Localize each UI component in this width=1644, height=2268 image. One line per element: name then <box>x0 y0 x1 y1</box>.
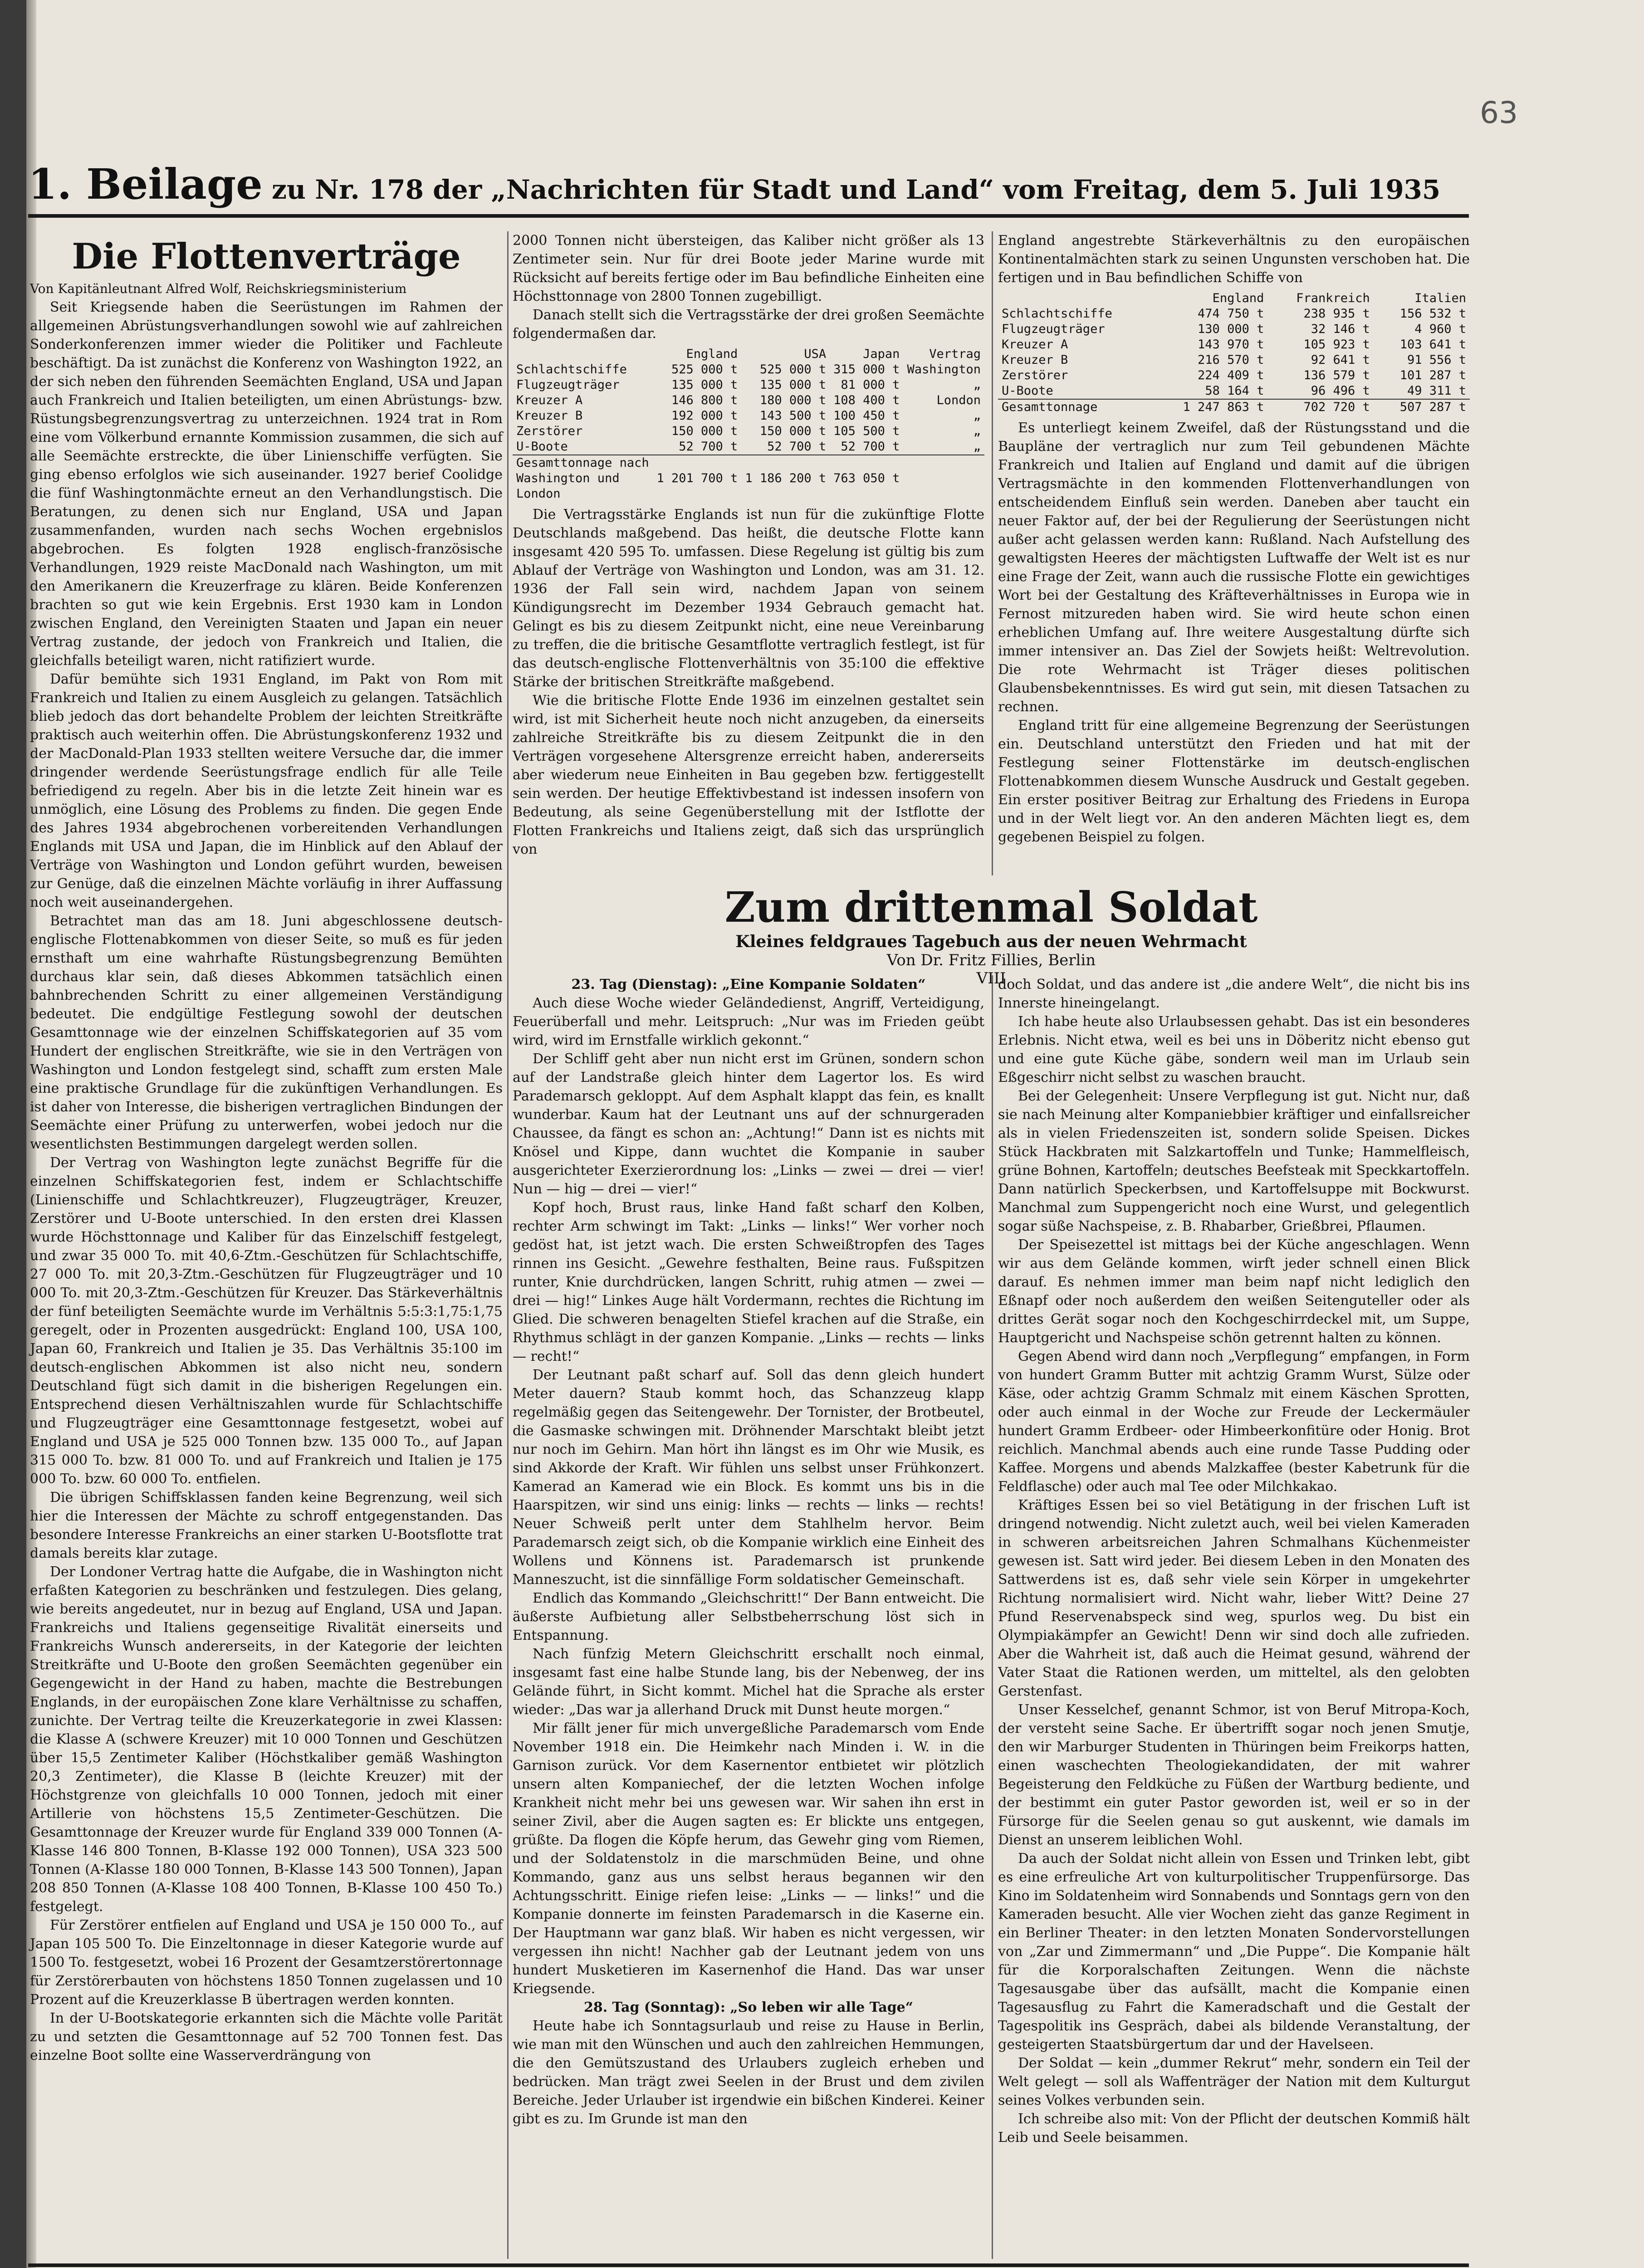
page-number: 63 <box>1480 95 1518 130</box>
table-header: England <box>1212 291 1264 305</box>
table-row <box>513 439 984 455</box>
paragraph: doch Soldat, und das andere ist „die andere Welt“, die nicht bis ins Innerste hineingelangt. <box>998 977 1470 1011</box>
table-cell: Flugzeugträger <box>516 378 620 392</box>
diary-entry-heading: 23. Tag (Dienstag): „Eine Kompanie Soldaten“ <box>571 977 926 992</box>
table-row <box>513 362 984 377</box>
table-cell: 52 700 t <box>679 440 738 454</box>
paragraph: Nach fünfzig Metern Gleichschritt erschallt noch einmal, insgesamt fast eine halbe Stunde lang, bis der Nebenweg, der ins Gelände führt, in Sicht kommt. Michel hat die Sprache als erster wieder: „Das war ja allerhand Druck mit Dunst heute morgen.“ <box>513 1646 984 1718</box>
paragraph: Gegen Abend wird dann noch „Verpflegung“ empfangen, in Form von hundert Gramm Butter mit achtzig Gramm Wurst, Sülze oder Käse, oder achtzig Gramm Schmalz mit einem Käschen Sprotten, oder auch einmal in der Woche zur Freude der Leckermäuler hundert Gramm Erdbeer- oder Himbeerkonfitüre oder Honig. Brot reichlich. Manchmal abends auch eine runde Tasse Pudding oder Kaffee. Morgens und abends Malzkaffee (bester Kabetrunk für die Feldflasche) oder auch mal Tee oder Milchkakao. <box>998 1349 1470 1495</box>
table-header: England <box>686 347 738 361</box>
paragraph: Ich schreibe also mit: Von der Pflicht der deutschen Kommiß hält Leib und Seele beisammen. <box>998 2111 1470 2146</box>
table-cell: Zerstörer <box>1002 368 1068 382</box>
table-cell: 49 311 t <box>1407 384 1466 398</box>
table-cell: „ <box>973 378 981 392</box>
table-header <box>513 347 653 362</box>
supplement-issue-line: zu Nr. 178 der „Nachrichten für Stadt und Land“ vom Freitag, dem 5. Juli 1935 <box>262 174 1441 205</box>
table-cell: 143 500 t <box>759 409 827 423</box>
table-cell: 150 000 t <box>759 424 827 438</box>
paragraph: 2000 Tonnen nicht übersteigen, das Kaliber nicht größer als 13 Zentimeter sein. Nur für drei Boote jeder Marine wurde mit Rücksicht auf bereits fertige oder im Bau befindliche Einheiten eine Höchsttonnage von 2800 Tonnen zugebilligt. <box>513 233 984 304</box>
table-cell: Kreuzer B <box>516 409 583 423</box>
paragraph: Die übrigen Schiffsklassen fanden keine Begrenzung, weil sich hier die Interessen der Mächte zu schroff entgegenstanden. Das besondere Interesse Frankreichs an einer starken U-Bootsflotte trat damals bereits klar zutage. <box>30 1490 503 1561</box>
table-row <box>998 306 1470 322</box>
table-header: Japan <box>863 347 900 361</box>
table-cell: 216 570 t <box>1198 353 1264 367</box>
paragraph: England angestrebte Stärkeverhältnis zu den europäischen Kontinentalmächten stark zu seinen Ungunsten verschoben hat. Die fertigen und in Bau befindlichen Schiffe von <box>998 233 1470 286</box>
table-header: Italien <box>1414 291 1466 305</box>
table-row <box>513 393 984 408</box>
table-cell: 108 400 t <box>833 393 900 407</box>
article2-column-2 <box>998 975 1470 2147</box>
paragraph: Wie die britische Flotte Ende 1936 im einzelnen gestaltet sein wird, ist mit Sicherheit heute noch nicht anzugeben, da einerseits zahlreiche Streitkräfte bis zu diesem Zeitpunkt die in den Verträgen vorgesehene Altersgrenze erreicht haben, andererseits aber wiederum neue Einheiten in Bau gegeben bzw. fertiggestellt sein werden. Der heutige Effektivbestand ist indessen insofern von Bedeutung, als seine Gegenüberstellung mit der Istflotte der Flotten Frankreichs und Italiens zeigt, daß sich das ursprünglich von <box>513 693 984 857</box>
column-divider <box>992 231 993 875</box>
diary-entry-heading: 28. Tag (Sonntag): „So leben wir alle Tage“ <box>583 1999 914 2015</box>
table-cell: 105 923 t <box>1303 337 1370 352</box>
article2-subtitle: Kleines feldgraues Tagebuch aus der neuen Wehrmacht <box>735 932 1247 951</box>
table-cell: Flugzeugträger <box>1002 322 1105 336</box>
table-cell: 52 700 t <box>767 440 827 454</box>
paragraph: Kopf hoch, Brust raus, linke Hand faßt scharf den Kolben, rechter Arm schwingt im Takt: „Links — links!“ Wer vorher noch gedöst hat, ist jetzt wach. Die ersten Schweißtropfen des Tages rinnen ins Gesicht. „Gewehre festhalten, Beine raus. Fußspitzen runter, Knie durchdrücken, langen Schritt, ruhig atmen — zwei — drei — hig!“ Linkes Auge hält Vordermann, rechtes die Richtung im Glied. Die schweren benagelten Stiefel krachen auf die Straße, ein Rhythmus schlägt in der ganzen Kompanie. „Links — rechts — links — recht!“ <box>513 1200 984 1364</box>
table-header <box>998 291 1152 306</box>
header-rule <box>28 214 1469 218</box>
table-cell: 702 720 t <box>1267 399 1373 415</box>
paragraph: Danach stellt sich die Vertragsstärke der drei großen Seemächte folgendermaßen dar. <box>513 307 984 342</box>
fleet-strength-table <box>998 291 1470 415</box>
table-cell: 135 000 t <box>671 378 738 392</box>
table-cell: 91 556 t <box>1407 353 1466 367</box>
article2-title: Zum drittenmal Soldat <box>724 883 1258 932</box>
table-cell: Gesamttonnage <box>998 399 1152 415</box>
article-column-3 <box>998 231 1470 846</box>
table-total-row <box>998 399 1470 415</box>
paragraph: Heute habe ich Sonntagsurlaub und reise zu Hause in Berlin, wie man mit den Wünschen und auch den zahlreichen Hemmungen, die den Gemütszustand des Urlaubers zugleich erheben und bedrücken. Man trägt zwei Seelen in der Brust und dem zivilen Bereiche. Jeder Urlauber ist irgendwie ein bißchen Kinderei. Keiner gibt es zu. Im Grunde ist man den <box>513 2018 984 2127</box>
table-header: USA <box>804 347 827 361</box>
table-row <box>998 368 1470 383</box>
paragraph: Bei der Gelegenheit: Unsere Verpflegung ist gut. Nicht nur, daß sie nach Meinung alter Kompaniebbier kräftiger und einfallsreicher als in vielen Friedenszeiten ist, sondern solide Speisen. Dickes Stück Hackbraten mit Salzkartoffeln und Tunke; Hammelfleisch, grüne Bohnen, Kartoffeln; deutsches Beefsteak mit Speckkartoffeln. Dann natürlich Speckerbsen, und Kartoffelsuppe mit Bockwurst. Manchmal zum Suppengericht noch eine Wurst, und gelegentlich sogar süße Nachspeise, z. B. Rhabarber, Grießbrei, Pflaumen. <box>998 1088 1470 1234</box>
table-cell: Kreuzer B <box>1002 353 1068 367</box>
paragraph: Die Vertragsstärke Englands ist nun für die zukünftige Flotte Deutschlands maßgebend. Das heißt, die deutsche Flotte kann insgesamt 420 595 To. umfassen. Diese Regelung ist gültig bis zum Ablauf der Verträge von Washington und London, was am 31. 12. 1936 der Fall sein wird, nachdem Japan von seinem Kündigungsrecht im Dezember 1934 Gebrauch gemacht hat. Gelingt es bis zu diesem Zeitpunkt nicht, eine neue Vereinbarung zu treffen, die die britische Gesamtflotte vertraglich festlegt, ist für das deutsch-englische Flottenverhältnis von 35:100 die effektive Stärke der britischen Streitkräfte maßgebend. <box>513 507 984 690</box>
column-divider <box>507 231 509 2259</box>
column-divider <box>992 975 993 2259</box>
table-cell: 180 000 t <box>759 393 827 407</box>
table-row <box>513 408 984 424</box>
supplement-title: 1. Beilage <box>28 160 263 209</box>
paragraph: In der U-Bootskategorie erkannten sich die Mächte volle Parität zu und setzten die Gesamttonnage auf 52 700 Tonnen fest. Das einzelne Boot sollte eine Wasserverdrängung von <box>30 2010 503 2063</box>
table-cell: 130 000 t <box>1198 322 1264 336</box>
paragraph: Seit Kriegsende haben die Seerüstungen im Rahmen der allgemeinen Abrüstungsverhandlungen sowohl wie auf zahlreichen Sonderkonferenzen immer wieder die Politiker und Fachleute beschäftigt. Da ist zunächst die Konferenz von Washington 1922, an der sich neben den führenden Seemächten England, USA und Japan auch Frankreich und Italien beteiligten, um einen Abrüstungs- bzw. Rüstungsbegrenzungsvertrag zu unterzeichnen. 1924 trat in Rom eine vom Völkerbund ernannte Kommission zusammen, die sich auf alle Seemächte erstreckte, die über Linienschiffe verfügten. Sie ging ebenso erfolglos wie sich auseinander. 1927 berief Coolidge die fünf Washingtonmächte erneut an den Verhandlungstisch. Die Beratungen, zu denen sich nur England, USA und Japan zusammenfanden, wurden nach sechs Wochen ergebnislos abgebrochen. Es folgten 1928 englisch-französische Verhandlungen, 1929 reiste MacDonald nach Washington, um mit den Amerikanern die Kreuzerfrage zu klären. Beide Konferenzen brachten so gut wie kein Ergebnis. Erst 1930 kam in London zwischen England, den Vereinigten Staaten und Japan ein neuer Vertrag zustande, der jedoch von Frankreich und Italien, die gleichfalls beteiligt waren, nicht ratifiziert wurde. <box>30 299 503 669</box>
table-cell: 315 000 t <box>833 362 900 376</box>
table-total-row <box>513 455 984 502</box>
table-row <box>513 424 984 439</box>
paragraph: Betrachtet man das am 18. Juni abgeschlossene deutsch-englische Flottenabkommen von dieser Seite, so muß es für jeden ernsthaft um eine wahrhafte Rüstungsbegrenzung Bemühten durchaus klar sein, daß dieses Abkommen tatsächlich einen bahnbrechenden Schritt zu einer allgemeinen Verständigung bedeutet. Die endgültige Festlegung sowohl der deutschen Gesamttonnage wie der einzelnen Schiffskategorien auf 35 vom Hundert der englischen Streitkräfte, wie sie in den Verträgen von Washington und London festgelegt sind, schafft zum ersten Male eine praktische Grundlage für die zukünftigen Verhandlungen. Es ist daher von Interesse, die bisherigen vertraglichen Bindungen der Seemächte einer Prüfung zu unterwerfen, wobei jedoch nur die wesentlichsten Bestimmungen dargelegt werden sollen. <box>30 913 503 1152</box>
table-cell: 1 201 700 t <box>653 455 742 502</box>
table-cell: 143 970 t <box>1198 337 1264 352</box>
table-row <box>998 352 1470 368</box>
table-header: Frankreich <box>1296 291 1370 305</box>
paragraph: Der Soldat — kein „dummer Rekrut“ mehr, sondern ein Teil der Welt gelegt — soll als Waffenträger der Nation mit dem Kulturgut seines Volkes verbunden sein. <box>998 2055 1470 2108</box>
table-cell: „ <box>973 440 981 454</box>
article-title: Die Flottenverträge <box>72 236 461 277</box>
table-row <box>998 383 1470 399</box>
table-cell: Schlachtschiffe <box>516 362 627 376</box>
article-column-1 <box>30 231 503 2065</box>
table-header: Vertrag <box>929 347 981 361</box>
table-cell: London <box>936 393 981 407</box>
table-row <box>513 377 984 393</box>
table-header-row <box>998 291 1470 306</box>
table-cell: Gesamttonnage nach Washington und London <box>513 455 653 502</box>
paragraph: Mir fällt jener für mich unvergeßliche Parademarsch vom Ende November 1918 ein. Die Heimkehr nach Minden i. W. in die Garnison zurück. Vor dem Kasernentor entbietet wir plötzlich unsern alten Kompaniechef, der die letzten Wochen infolge Krankheit nicht mehr bei uns gewesen war. Wir sahen ihn erst in seiner Zivil, aber die Augen sagten es: Er blickte uns entgegen, grüßte. Da flogen die Köpfe herum, das Gewehr ging vom Riemen, und der Soldatenstolz in die marschmüden Beine, und ohne Kommando, ganz aus uns selbst heraus begannen wir den Achtungsschritt. Einige riefen leise: „Links — — links!“ und die Kompanie donnerte im feinsten Parademarsch in die Kaserne ein. Der Hauptmann war ganz blaß. Wir haben es nicht vergessen, wir vergessen ihn nicht! Nachher gab der Leutnant jedem von uns hundert Musketieren im Kasernenhof die Hand. Das war unser Kriegsende. <box>513 1721 984 1997</box>
paragraph: Dafür bemühte sich 1931 England, im Pakt von Rom mit Frankreich und Italien zu einem Ausgleich zu gelangen. Tatsächlich blieb jedoch das dort behandelte Problem der leichten Streitkräfte praktisch auch weiterhin offen. Die Abrüstungskonferenz 1932 und der MacDonald-Plan 1933 stellten weitere Versuche dar, die immer dringender werdende Seerüstungsfrage endlich für alle Teile befriedigend zu regeln. Aber bis in die letzte Zeit hinein war es unmöglich, eine Lösung des Problems zu finden. Die gegen Ende des Jahres 1934 abgebrochenen vorbereitenden Verhandlungen Englands mit USA und Japan, die im Hinblick auf den Ablauf der Verträge von Washington und London geführt wurden, beweisen zur Genüge, daß die einzelnen Mächte vorläufig in ihrer Auffassung noch weit auseinandergehen. <box>30 671 503 910</box>
paragraph: Da auch der Soldat nicht allein von Essen und Trinken lebt, gibt es eine erfreuliche Art von kulturpolitischer Truppenfürsorge. Das Kino im Soldatenheim wird Sonnabends und Sonntags gern von den Kameraden besucht. Alle vier Wochen zieht das ganze Regiment in ein Berliner Theater: in den letzten Monaten Sondervorstellungen von „Zar und Zimmermann“ und „Die Puppe“. Die Kompanie hält für die Korporalschaften Zeitungen. Wenn die nächste Tagesausgabe über das aufsällt, macht die Kompanie einen Tagesausflug zu Fahrt die Kameradschaft und die Gestalt der Tagespolitik ins Gespräch, dabei als bildende Veranstaltung, der gesteigerten Staatsbürgertum dar und der Havelseen. <box>998 1851 1470 2053</box>
table-cell: 763 050 t <box>830 455 903 502</box>
paragraph: Endlich das Kommando „Gleichschritt!“ Der Bann entweicht. Die äußerste Aufbietung aller Selbstbeherrschung löst sich in Entspannung. <box>513 1590 984 1643</box>
article2-author: Von Dr. Fritz Fillies, Berlin <box>886 951 1096 969</box>
table-cell: U-Boote <box>516 440 568 454</box>
table-cell: 192 000 t <box>671 409 738 423</box>
article2-part: VIII <box>976 969 1006 987</box>
table-cell: 52 700 t <box>841 440 900 454</box>
paragraph: Ich habe heute also Urlaubsessen gehabt. Das ist ein besonderes Erlebnis. Nicht etwa, weil es bei uns in Döberitz nicht ebenso gut und eine gute Küche gäbe, sondern weil man im Urlaub sein Eßgeschirr nicht selbst zu waschen braucht. <box>998 1014 1470 1085</box>
table-cell: 135 000 t <box>759 378 827 392</box>
table-cell: 32 146 t <box>1311 322 1370 336</box>
table-cell: 507 287 t <box>1374 399 1470 415</box>
table-cell: Schlachtschiffe <box>1002 307 1112 321</box>
table-cell: 58 164 t <box>1205 384 1264 398</box>
table-cell: U-Boote <box>1002 384 1053 398</box>
table-cell: 1 186 200 t <box>741 455 830 502</box>
paragraph: Auch diese Woche wieder Geländedienst, Angriff, Verteidigung, Feuerüberfall und mehr. Leitspruch: „Nur was im Frieden geübt wird, wird im Ernstfalle wirklich gekonnt.“ <box>513 995 984 1048</box>
table-cell: 4 960 t <box>1414 322 1466 336</box>
table-cell: Kreuzer A <box>1002 337 1068 352</box>
table-cell <box>903 455 984 502</box>
table-cell: 101 287 t <box>1399 368 1466 382</box>
table-cell: 238 935 t <box>1303 307 1370 321</box>
table-row <box>998 337 1470 352</box>
article2-column-1 <box>513 975 984 2128</box>
table-cell: 474 750 t <box>1198 307 1264 321</box>
table-cell: Kreuzer A <box>516 393 583 407</box>
supplement-header <box>28 160 1469 209</box>
table-cell: 1 247 863 t <box>1152 399 1268 415</box>
table-cell: 81 000 t <box>841 378 900 392</box>
table-cell: 96 496 t <box>1311 384 1370 398</box>
paragraph: Unser Kesselchef, genannt Schmor, ist von Beruf Mitropa-Koch, der versteht seine Sache. Er übertrifft sogar noch jenen Smutje, den wir Marburger Studenten in Thüringen beim Freikorps hatten, einen waschechten Theologiekandidaten, der mit wahrer Begeisterung den Feldküche zu Füßen der Wartburg bediente, und der bestimmt ein guter Pastor geworden ist, weil er so in der Fürsorge für die Seelen genau so gut auskennt, wie damals im Dienst an unserem leiblichen Wohl. <box>998 1702 1470 1848</box>
table-cell: 150 000 t <box>671 424 738 438</box>
table-cell: 100 450 t <box>833 409 900 423</box>
dralle-advertisement <box>28 2263 1469 2268</box>
paragraph: Der Speisezettel ist mittags bei der Küche angeschlagen. Wenn wir aus dem Gelände kommen, wirft jeder schnell einen Blick darauf. Es nehmen immer man beim napf nicht lediglich den Eßnapf oder noch außerdem den weißen Seitenguteller oder als drittes Gerät sogar noch den Kochgeschirrdeckel mit, um Suppe, Hauptgericht und Nachspeise schön getrennt halten zu können. <box>998 1237 1470 1346</box>
table-cell: 92 641 t <box>1311 353 1370 367</box>
table-cell: „ <box>973 409 981 423</box>
table-header-row <box>513 347 984 362</box>
paragraph: Kräftiges Essen bei so viel Betätigung in der frischen Luft ist dringend notwendig. Nicht zuletzt auch, weil bei vielen Kameraden in schweren arbeitsreichen Jahren Schmalhans Küchenmeister gewesen ist. Satt wird jeder. Bei diesem Leben in den Monaten des Sattwerdens ist es, daß sehr viele sein Körper in umgekehrter Richtung normalisiert wird. Nicht wahr, lieber Witt? Deine 27 Pfund Reservenabspeck sind weg, spurlos weg. Du bist ein Olympiakämpfer an Gewicht! Denn wir sind doch alle zufrieden. Aber die Wahrheit ist, daß auch die Heimat gesund, während der Vater Staat die Rationen werden, um mitteltel, als den gelobten Gerstenfast. <box>998 1497 1470 1699</box>
paragraph: Es unterliegt keinem Zweifel, daß der Rüstungsstand und die Baupläne der vertraglich nur zum Teil gebundenen Mächte Frankreich und Italien auf England und damit auf die übrigen Vertragsmächte in den kommenden Flottenverhandlungen von entscheidendem Einfluß sein werden. Daneben aber taucht ein neuer Faktor auf, der bei der Regulierung der Seerüstungen nicht außer acht gelassen werden kann: Rußland. Nach Aufstellung des gewaltigsten Heeres der mächtigsten Luftwaffe der Welt ist es nur eine Frage der Zeit, wann auch die russische Flotte ein gewichtiges Wort bei der Gestaltung des Kräfteverhältnisses in Europa wie in Fernost mitzureden haben wird. Sie wird heute schon einen erheblichen Umfang auf. Ihre weitere Ausgestaltung dürfte sich immer intensiver an. Das Ziel der Sowjets heißt: Weltrevolution. Die rote Wehrmacht ist Träger dieses politischen Glaubensbekenntnisses. Es wird gut sein, mit diesen Tatsachen zu rechnen. <box>998 420 1470 715</box>
article2-heading <box>513 882 1470 987</box>
article-byline: Von Kapitänleutnant Alfred Wolf, Reichskriegsministerium <box>30 281 407 296</box>
table-cell: Washington <box>907 362 981 376</box>
table-cell: 156 532 t <box>1399 307 1466 321</box>
table-cell: 103 641 t <box>1399 337 1466 352</box>
table-row <box>998 322 1470 337</box>
table-cell: 105 500 t <box>833 424 900 438</box>
article-column-2 <box>513 231 984 859</box>
table-cell: 525 000 t <box>759 362 827 376</box>
paragraph: Der Schliff geht aber nun nicht erst im Grünen, sondern schon auf der Landstraße gleich hinter dem Lagertor los. Es wird Parademarsch gekloppt. Auf dem Asphalt klappt das fein, es knallt wunderbar. Kaum hat der Leutnant uns auf der schnurgeraden Chaussee, da fängt es schon an: „Achtung!“ Dann ist es nichts mit Knösel und Kippe, dann wuchtet die Kompanie in sauber ausgerichteter Exerzierordnung los: „Links — zwei — drei — vier! Nun — hig — drei — vier!“ <box>513 1051 984 1197</box>
table-cell: 224 409 t <box>1198 368 1264 382</box>
paragraph: Der Leutnant paßt scharf auf. Soll das denn gleich hundert Meter dauern? Staub kommt hoch, das Schanzzeug klapp regelmäßig gegen das Seitengewehr. Der Tornister, der Brotbeutel, die Gasmaske schwingen mit. Dröhnender Marschtakt bleibt jetzt nur noch im Gehirn. Man hört ihn längst es im Ohr wie Musik, es sind Akkorde der Kraft. Wir fühlen uns selbst unser Frühkonzert. Kamerad an Kamerad wie ein Block. Es kommt uns bis in die Haarspitzen, wir sind uns einig: links — rechts — links — rechts! Neuer Schweiß perlt unter dem Stahlhelm hervor. Beim Parademarsch zeigt sich, ob die Kompanie wirklich eine Einheit des Wollens und Könnens ist. Parademarsch ist prunkende Manneszucht, ist die sinnfällige Form soldatischer Gemeinschaft. <box>513 1367 984 1588</box>
table-cell: Zerstörer <box>516 424 583 438</box>
treaty-strength-table <box>513 347 984 502</box>
paragraph: Für Zerstörer entfielen auf England und USA je 150 000 To., auf Japan 105 500 To. Die Einzeltonnage in dieser Kategorie wurde auf 1500 To. festgesetzt, wobei 16 Prozent der Gesamtzerstörertonnage für Zerstörerbauten von höchstens 1850 Tonnen zugelassen und 10 Prozent auf die Kreuzerklasse B übertragen werden konnten. <box>30 1917 503 2008</box>
paragraph: England tritt für eine allgemeine Begrenzung der Seerüstungen ein. Deutschland unterstützt den Frieden und hat mit der Festlegung seiner Flottenstärke im deutsch-englischen Flottenabkommen diesem Wunsche Ausdruck und Gestalt gegeben. Ein erster positiver Beitrag zur Erhaltung des Friedens in Europa und in der Welt liegt vor. An den anderen Mächten liegt es, dem gegebenen Beispiel zu folgen. <box>998 718 1470 845</box>
table-cell: 146 800 t <box>671 393 738 407</box>
table-cell: 525 000 t <box>671 362 738 376</box>
table-cell: 136 579 t <box>1303 368 1370 382</box>
table-cell: „ <box>973 424 981 438</box>
paragraph: Der Londoner Vertrag hatte die Aufgabe, die in Washington nicht erfaßten Kategorien zu beschränken und festzulegen. Dies gelang, wie bereits angedeutet, nur in bezug auf England, USA und Japan. Frankreichs und Italiens gegenseitige Rivalität einerseits und Frankreichs Wunsch andererseits, in der Kategorie der leichten Streitkräfte und U-Boote den großen Seemächten gegenüber ein Gegengewicht in der Hand zu haben, machte die Bestrebungen Englands, in der europäischen Zone klare Verhältnisse zu schaffen, zunichte. Der Vertrag teilte die Kreuzerkategorie in zwei Klassen: die Klasse A (schwere Kreuzer) mit 10 000 Tonnen und Geschützen über 15,5 Zentimeter Kaliber (Höchstkaliber gemäß Washington 20,3 Zentimeter), die Klasse B (leichte Kreuzer) mit der Höchstgrenze von gleichfalls 10 000 Tonnen, jedoch mit einer Artillerie von höchstens 15,5 Zentimeter-Geschützen. Die Gesamttonnage der Kreuzer wurde für England 339 000 Tonnen (A-Klasse 146 800 Tonnen, B-Klasse 192 000 Tonnen), USA 323 500 Tonnen (A-Klasse 180 000 Tonnen, B-Klasse 143 500 Tonnen), Japan 208 850 Tonnen (A-Klasse 108 400 Tonnen, B-Klasse 100 450 To.) festgelegt. <box>30 1564 503 1915</box>
paragraph: Der Vertrag von Washington legte zunächst Begriffe für die einzelnen Schiffskategorien fest, indem er Schlachtschiffe (Linienschiffe und Schlachtkreuzer), Flugzeugträger, Kreuzer, Zerstörer und U-Boote unterschied. In den ersten drei Klassen wurde Höchsttonnage und Kaliber für das Einzelschiff festgelegt, und zwar 35 000 To. mit 40,6-Ztm.-Geschützen für Schlachtschiffe, 27 000 To. mit 20,3-Ztm.-Geschützen für Flugzeugträger und 10 000 To. mit 20,3-Ztm.-Geschützen für Kreuzer. Das Stärkeverhältnis der fünf beteiligten Seemächte wurde im Verhältnis 5:5:3:1,75:1,75 geregelt, oder in Prozenten ausgedrückt: England 100, USA 100, Japan 60, Frankreich und Italien je 35. Das Verhältnis 35:100 im deutsch-englischen Abkommen ist also nicht neu, sondern Deutschland fügt sich damit in die bisherigen Regelungen ein. Entsprechend diesen Verhältniszahlen wurde für Schlachtschiffe und Flugzeugträger eine Gesamttonnage festgesetzt, wobei auf England und USA je 525 000 Tonnen bzw. 135 000 To., auf Japan 315 000 To. bzw. 81 000 To. und auf Frankreich und Italien je 175 000 To. bzw. 60 000 To. entfielen. <box>30 1155 503 1487</box>
